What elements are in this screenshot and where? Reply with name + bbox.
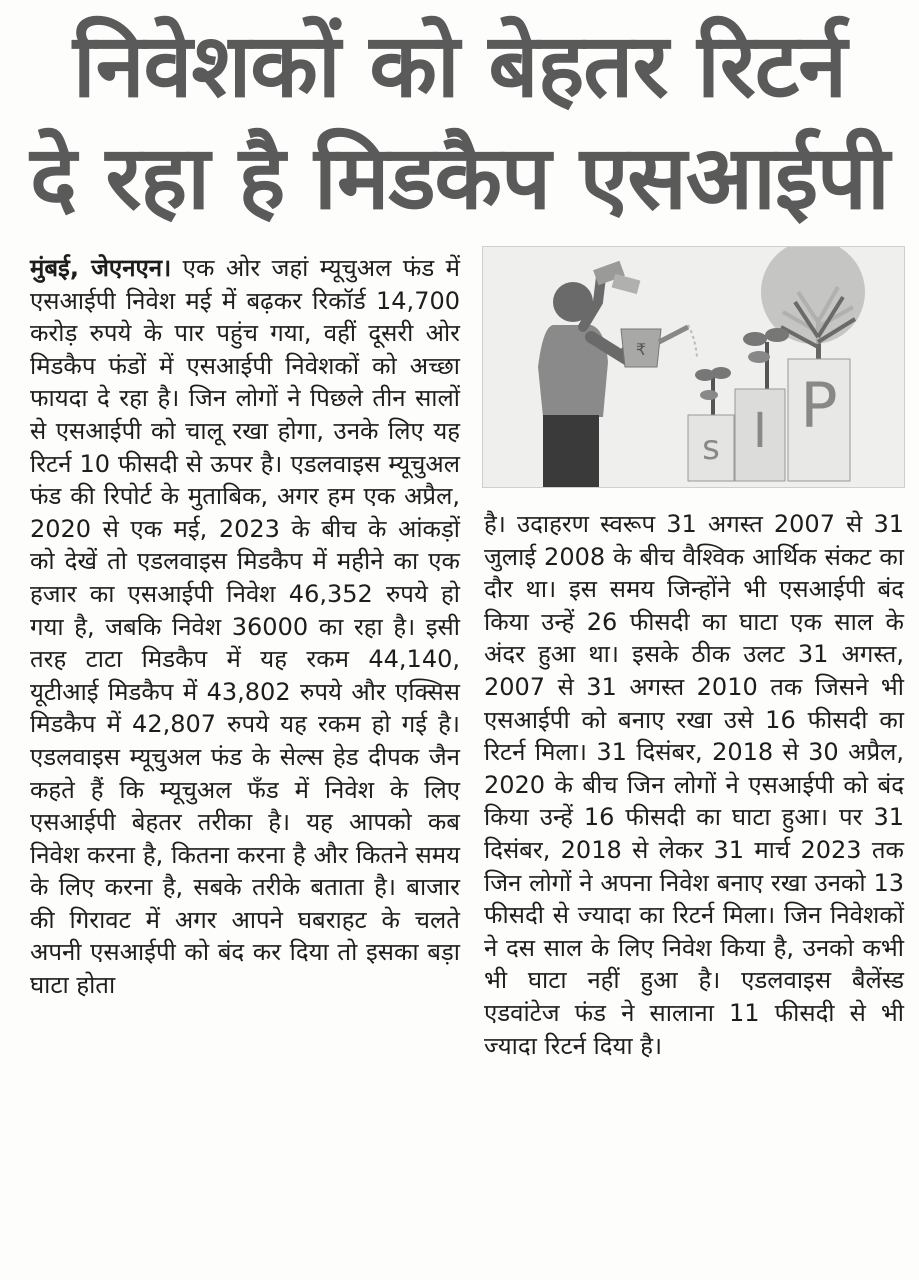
article-column-right: [484, 508, 904, 1062]
dateline: मुंबई, जेएनएन।: [30, 254, 172, 282]
headline-line-1: निवेशकों को बेहतर रिटर्न: [72, 14, 847, 117]
sip-illustration-graphic: [483, 247, 904, 487]
headline: [18, 10, 901, 234]
article-column-left: [30, 252, 460, 1002]
block-letter-i: I: [752, 403, 768, 459]
article-body-right: है। उदाहरण स्वरूप 31 अगस्त 2007 से 31 जुलाई 2008 के बीच वैश्विक आर्थिक संकट का दौर था। इस समय जिन्होंने भी एसआईपी बंद किया उन्हें 26 फीसदी का घाटा एक साल के अंदर हुआ था। इसके ठीक उलट 31 अगस्त, 2007 से 31 अगस्त 2010 तक जिसने भी एसआईपी को बनाए रखा उसे 16 फीसदी का रिटर्न मिला। 31 दिसंबर, 2018 से 30 अप्रैल, 2020 के बीच जिन लोगों ने एसआईपी को बंद किया उन्हें 16 फीसदी का घाटा हुआ। पर 31 दिसंबर, 2018 से लेकर 31 मार्च 2023 तक जिन लोगों ने अपना निवेश बनाए रखा उनको 13 फीसदी से ज्यादा का रिटर्न मिला। जिन निवेशकों ने दस साल के लिए निवेश किया है, उनको कभी भी घाटा नहीं हुआ है। एडलवाइस बैलेंस्ड एडवांटेज फंड ने सालाना 11 फीसदी से भी ज्यादा रिटर्न दिया है।: [484, 510, 904, 1060]
headline-line-2: दे रहा है मिडकैप एसआईपी: [30, 126, 889, 229]
block-letter-p: P: [800, 369, 838, 442]
block-letter-s: s: [702, 428, 720, 468]
sip-illustration: [482, 246, 905, 488]
rupee-icon: ₹: [635, 340, 647, 359]
article-body-left: एक ओर जहां म्यूचुअल फंड में एसआईपी निवेश मई में बढ़कर रिकॉर्ड 14,700 करोड़ रुपये के पार पहुंच गया, वहीं दूसरी ओर मिडकैप फंडों में एसआईपी निवेशकों को अच्छा फायदा दे रहा है। जिन लोगों ने पिछले तीन सालों से एसआईपी को चालू रखा होगा, उनके लिए यह रिटर्न 10 फीसदी से ऊपर है। एडलवाइस म्यूचुअल फंड की रिपोर्ट के मुताबिक, अगर हम एक अप्रैल, 2020 से एक मई, 2023 के बीच के आंकड़ों को देखें तो एडलवाइस मिडकैप में महीने का एक हजार का एसआईपी निवेश 46,352 रुपये हो गया है, जबकि निवेश 36000 का रहा है। इसी तरह टाटा मिडकैप में यह रकम 44,140, यूटीआई मिडकैप में 43,802 रुपये और एक्सिस मिडकैप में 42,807 रुपये यह रकम हो गई है। एडलवाइस म्यूचुअल फंड के सेल्स हेड दीपक जैन कहते हैं कि म्यूचुअल फँड में निवेश के लिए एसआईपी बेहतर तरीका है। यह आपको कब निवेश करना है, कितना करना है और कितने समय के लिए करना है, सबके तरीके बताता है। बाजार की गिरावट में अगर आपने घबराहट के चलते अपनी एसआईपी को बंद कर दिया तो इसका बड़ा घाटा होता: [30, 254, 460, 1000]
